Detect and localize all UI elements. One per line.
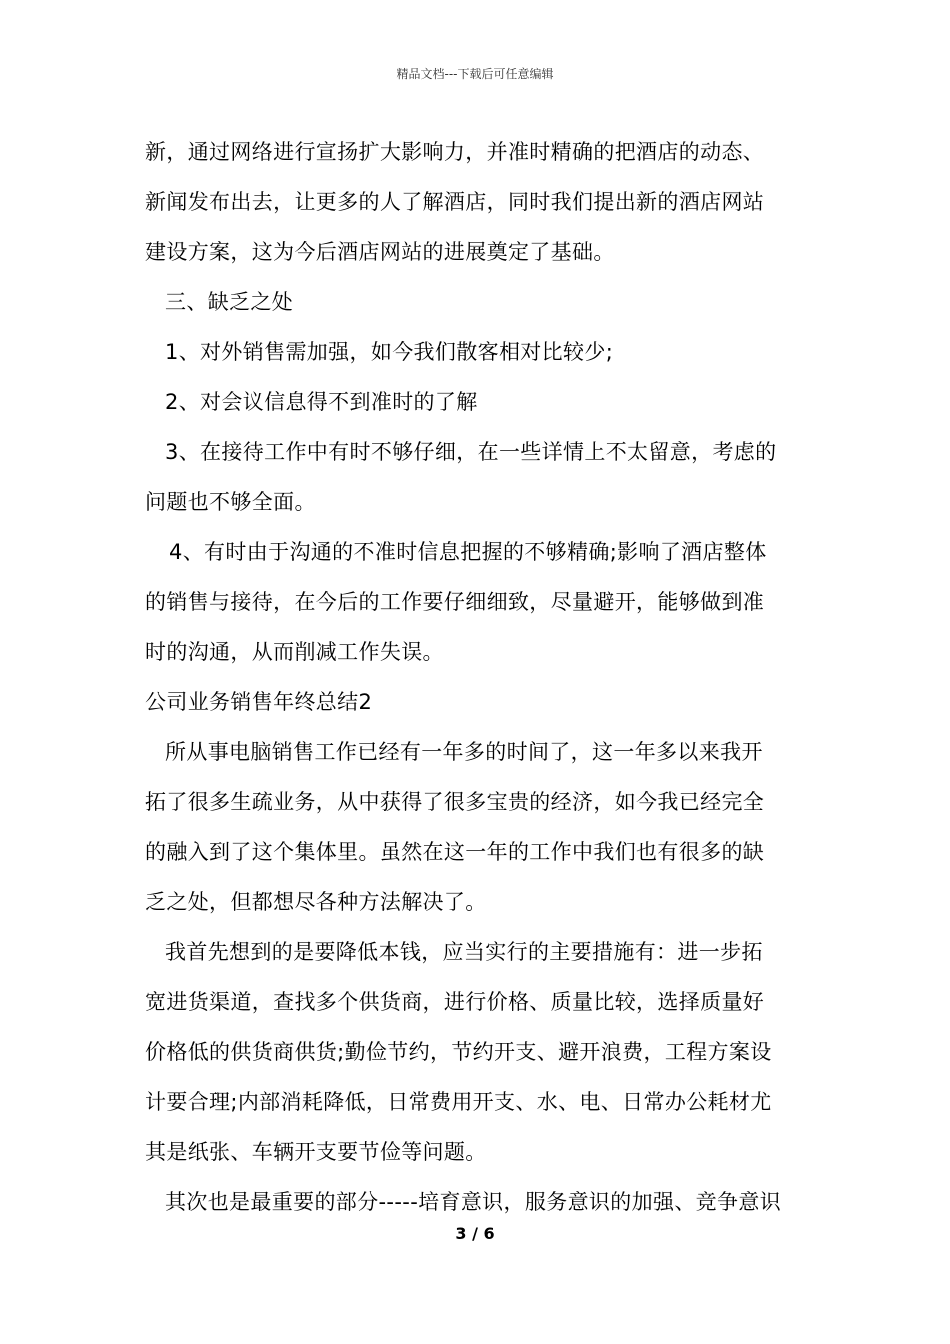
text-line: 问题也不够全面。 — [145, 490, 316, 514]
text-line: 时的沟通，从而削减工作失误。 — [145, 640, 444, 664]
text-line: 计要合理;内部消耗降低，日常费用开支、水、电、日常办公耗材尤 — [145, 1090, 772, 1114]
text-line: 新，通过网络进行宣扬扩大影响力，并准时精确的把酒店的动态、 — [145, 140, 765, 164]
page-number: 3 / 6 — [455, 1224, 495, 1243]
list-item: 2、对会议信息得不到准时的了解 — [165, 390, 478, 414]
text-line: 乏之处，但都想尽各种方法解决了。 — [145, 890, 487, 914]
text-line: 的融入到了这个集体里。虽然在这一年的工作中我们也有很多的缺 — [145, 840, 765, 864]
text-line: 我首先想到的是要降低本钱，应当实行的主要措施有：进一步拓 — [165, 940, 763, 964]
text-line: 建设方案，这为今后酒店网站的进展奠定了基础。 — [145, 240, 615, 264]
page-header: 精品文档---下载后可任意编辑 — [396, 67, 554, 81]
text-line: 新闻发布出去，让更多的人了解酒店，同时我们提出新的酒店网站 — [145, 190, 765, 214]
text-line: 其次也是最重要的部分-----培育意识，服务意识的加强、竞争意识 — [165, 1190, 782, 1214]
text-line: 宽进货渠道，查找多个供货商，进行价格、质量比较，选择质量好 — [145, 990, 765, 1014]
section-heading: 三、缺乏之处 — [165, 290, 294, 314]
list-item: 3、在接待工作中有时不够仔细，在一些详情上不太留意，考虑的 — [165, 440, 777, 464]
document-title: 公司业务销售年终总结2 — [145, 690, 373, 714]
text-line: 拓了很多生疏业务，从中获得了很多宝贵的经济，如今我已经完全 — [145, 790, 765, 814]
text-line: 所从事电脑销售工作已经有一年多的时间了，这一年多以来我开 — [165, 740, 763, 764]
document-body — [145, 127, 815, 1227]
text-line: 价格低的供货商供货;勤俭节约，节约开支、避开浪费，工程方案设 — [145, 1040, 772, 1064]
list-item: 4、有时由于沟通的不准时信息把握的不够精确;影响了酒店整体 — [169, 540, 767, 564]
text-line: 其是纸张、车辆开支要节俭等问题。 — [145, 1140, 487, 1164]
text-line: 的销售与接待，在今后的工作要仔细细致，尽量避开，能够做到准 — [145, 590, 765, 614]
list-item: 1、对外销售需加强，如今我们散客相对比较少; — [165, 340, 614, 364]
